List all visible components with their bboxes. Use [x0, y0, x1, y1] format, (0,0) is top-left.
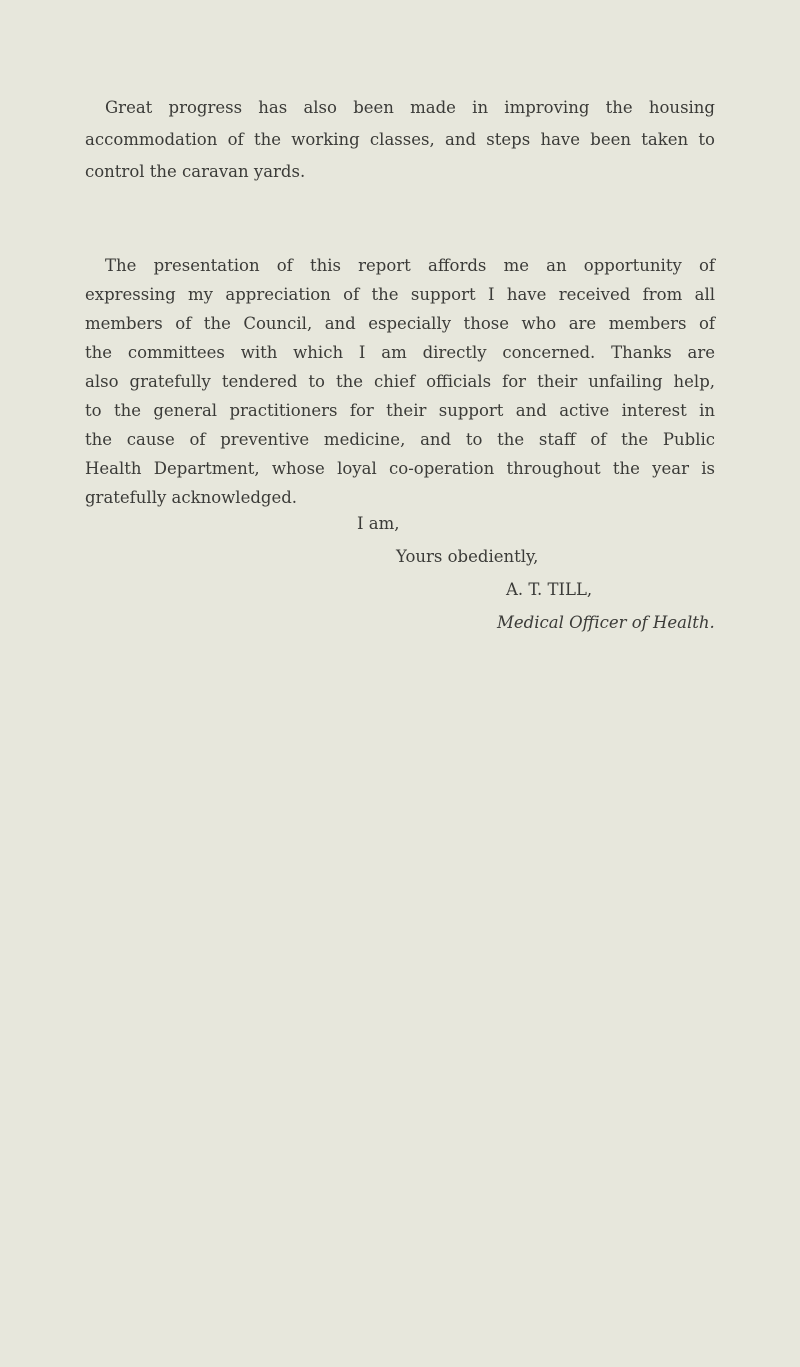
text-line: to the general practitioners for their support and active interest in: [85, 401, 715, 420]
text-line: the committees with which I am directly concerned. Thanks are: [85, 343, 715, 362]
signatory-name: A. T. TILL,: [506, 580, 593, 599]
text-line: accommodation of the working classes, and steps have been taken to: [85, 130, 715, 149]
text-line: The presentation of this report affords me an opportunity of: [105, 256, 715, 275]
text-line: gratefully acknowledged.: [85, 488, 298, 507]
paragraph-housing: [85, 92, 715, 188]
text-line: also gratefully tendered to the chief officials for their unfailing help,: [85, 372, 715, 391]
text-line: Great progress has also been made in improving the housing: [105, 98, 715, 117]
paragraph-appreciation: [85, 251, 715, 512]
closing-salutation: I am,: [357, 514, 400, 533]
text-line: expressing my appreciation of the support I have received from all: [85, 285, 715, 304]
text-line: members of the Council, and especially those who are members of: [85, 314, 715, 333]
closing-valediction: Yours obediently,: [396, 547, 539, 566]
signatory-title: Medical Officer of Health.: [497, 613, 715, 632]
text-line: Health Department, whose loyal co-operation throughout the year is: [85, 459, 715, 478]
text-line: the cause of preventive medicine, and to the staff of the Public: [85, 430, 715, 449]
text-line: control the caravan yards.: [85, 162, 306, 181]
